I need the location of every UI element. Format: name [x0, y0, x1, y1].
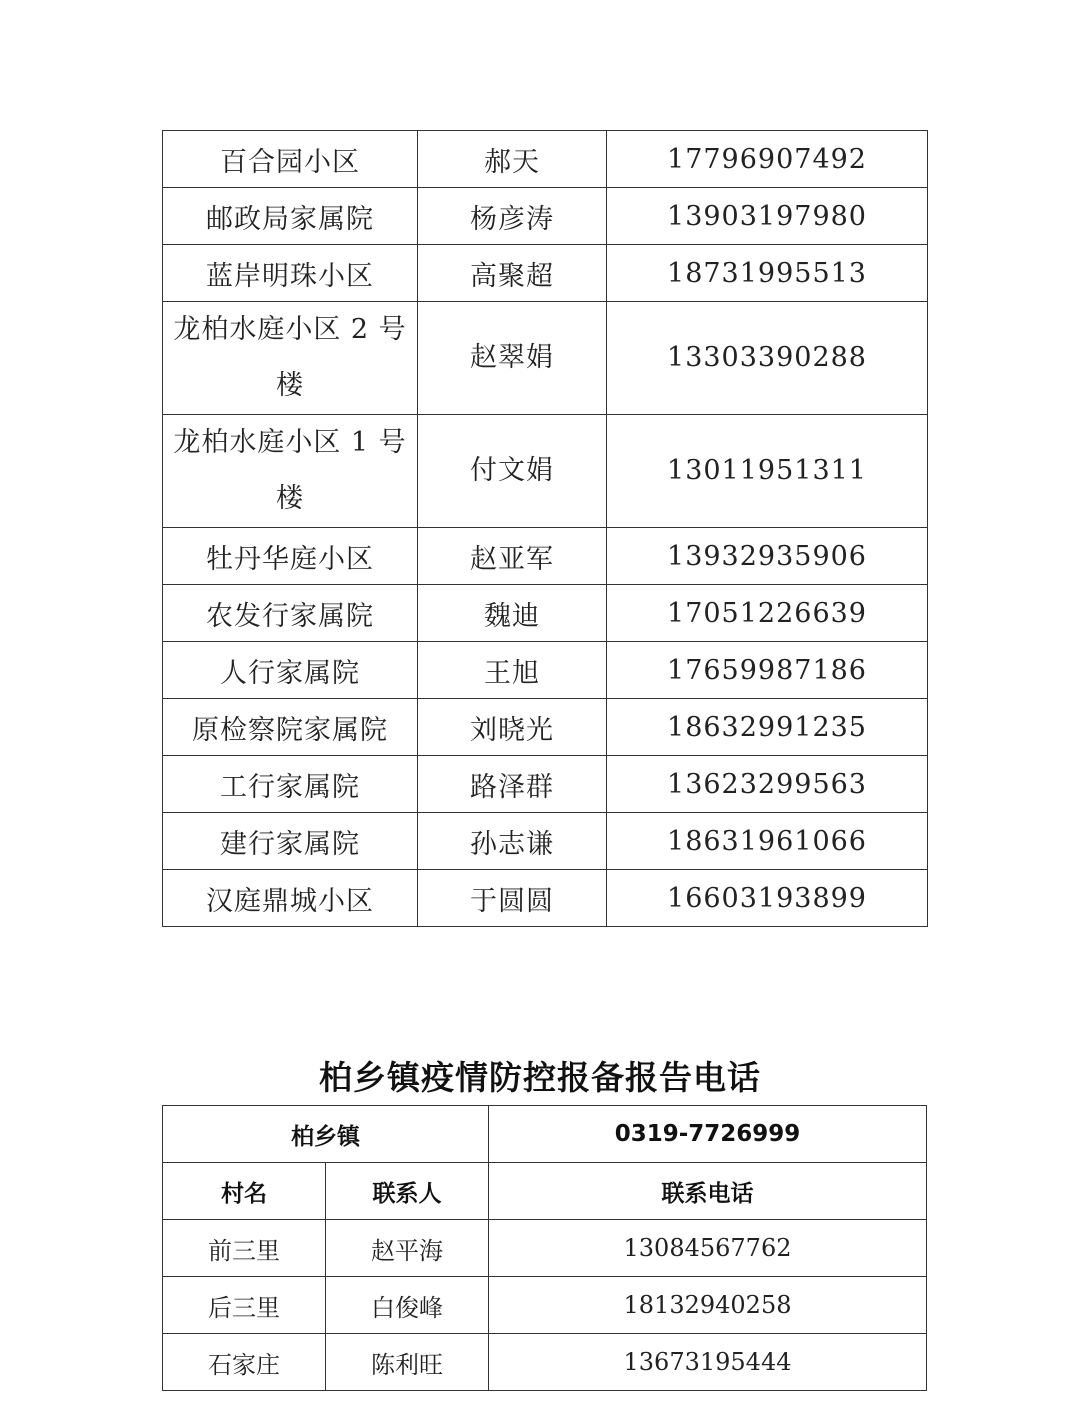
- contact-person: 刘晓光: [418, 699, 607, 756]
- table-row: [163, 528, 928, 585]
- phone-number: 13673195444: [489, 1334, 927, 1391]
- table-row: [163, 585, 928, 642]
- community-name: 百合园小区: [163, 131, 418, 188]
- village-name: 后三里: [163, 1277, 326, 1334]
- header-row: [163, 1163, 927, 1220]
- phone-number: 13011951311: [607, 415, 928, 528]
- community-name: 原检察院家属院: [163, 699, 418, 756]
- phone-number: 17659987186: [607, 642, 928, 699]
- table-row: [163, 642, 928, 699]
- contact-person: 赵平海: [326, 1220, 489, 1277]
- community-name: 人行家属院: [163, 642, 418, 699]
- community-name: 邮政局家属院: [163, 188, 418, 245]
- phone-number: 13903197980: [607, 188, 928, 245]
- contact-person: 白俊峰: [326, 1277, 489, 1334]
- table-row: [163, 131, 928, 188]
- town-phone: 0319-7726999: [489, 1106, 927, 1163]
- phone-number: 13932935906: [607, 528, 928, 585]
- column-header-village: 村名: [163, 1163, 326, 1220]
- phone-number: 13623299563: [607, 756, 928, 813]
- phone-number: 17051226639: [607, 585, 928, 642]
- table-row: [163, 699, 928, 756]
- table-row: [163, 813, 928, 870]
- community-name: 建行家属院: [163, 813, 418, 870]
- phone-number: 18132940258: [489, 1277, 927, 1334]
- community-name: 农发行家属院: [163, 585, 418, 642]
- phone-number: 13303390288: [607, 302, 928, 415]
- community-name: 蓝岸明珠小区: [163, 245, 418, 302]
- contact-person: 王旭: [418, 642, 607, 699]
- table-row: [163, 870, 928, 927]
- town-row: [163, 1106, 927, 1163]
- village-name: 前三里: [163, 1220, 326, 1277]
- table-row: [163, 756, 928, 813]
- community-name: 工行家属院: [163, 756, 418, 813]
- community-name: 龙柏水庭小区 1 号楼: [163, 415, 418, 528]
- table-row: [163, 1334, 927, 1391]
- village-name: 石家庄: [163, 1334, 326, 1391]
- community-name: 牡丹华庭小区: [163, 528, 418, 585]
- table-row: [163, 1277, 927, 1334]
- phone-number: 13084567762: [489, 1220, 927, 1277]
- column-header-phone: 联系电话: [489, 1163, 927, 1220]
- contact-person: 付文娟: [418, 415, 607, 528]
- column-header-contact: 联系人: [326, 1163, 489, 1220]
- town-contacts-table: [162, 1105, 927, 1391]
- table-row: [163, 415, 928, 528]
- contact-person: 赵亚军: [418, 528, 607, 585]
- contact-person: 陈利旺: [326, 1334, 489, 1391]
- section-title: 柏乡镇疫情防控报备报告电话: [319, 1058, 761, 1097]
- table-row: [163, 245, 928, 302]
- table-row: [163, 1220, 927, 1277]
- contact-person: 杨彦涛: [418, 188, 607, 245]
- contact-person: 孙志谦: [418, 813, 607, 870]
- town-name: 柏乡镇: [163, 1106, 489, 1163]
- table-row: [163, 188, 928, 245]
- contact-person: 路泽群: [418, 756, 607, 813]
- community-name: 汉庭鼎城小区: [163, 870, 418, 927]
- phone-number: 17796907492: [607, 131, 928, 188]
- phone-number: 18632991235: [607, 699, 928, 756]
- contact-person: 高聚超: [418, 245, 607, 302]
- phone-number: 18631961066: [607, 813, 928, 870]
- residential-contacts-table: [162, 130, 928, 927]
- contact-person: 赵翠娟: [418, 302, 607, 415]
- contact-person: 魏迪: [418, 585, 607, 642]
- community-name: 龙柏水庭小区 2 号楼: [163, 302, 418, 415]
- phone-number: 18731995513: [607, 245, 928, 302]
- contact-person: 于圆圆: [418, 870, 607, 927]
- table-row: [163, 302, 928, 415]
- contact-person: 郝天: [418, 131, 607, 188]
- phone-number: 16603193899: [607, 870, 928, 927]
